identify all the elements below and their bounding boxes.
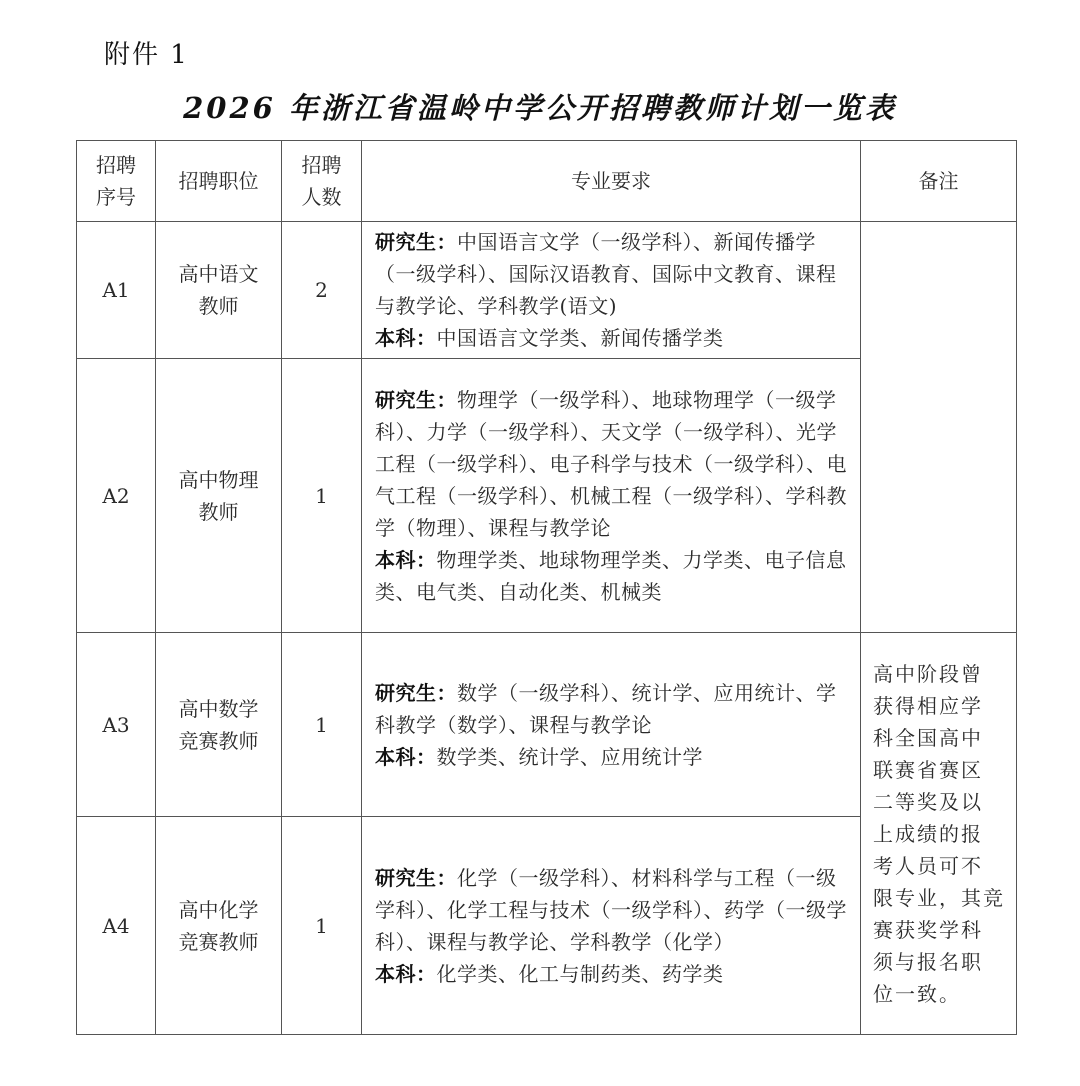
graduate-requirement: 研究生：数学（一级学科）、统计学、应用统计、学科教学（数学）、课程与教学论: [375, 680, 837, 737]
cell-major: [362, 359, 861, 633]
document-title: 2026 年浙江省温岭中学公开招聘教师计划一览表: [183, 91, 897, 125]
header-count: 招聘 人数: [282, 141, 362, 222]
graduate-requirement: 研究生：化学（一级学科）、材料科学与工程（一级学科）、化学工程与技术（一级学科）、药学（一级学科）、课程与教学论、学科教学（化学）: [375, 865, 847, 954]
cell-major: [362, 817, 861, 1035]
cell-seq: A1: [77, 222, 156, 359]
undergraduate-requirement: 本科：物理学类、地球物理学类、力学类、电子信息类、电气类、自动化类、机械类: [375, 547, 847, 604]
header-remark: 备注: [861, 141, 1017, 222]
header-position: 招聘职位: [156, 141, 282, 222]
cell-position: 高中语文 教师: [156, 222, 282, 359]
cell-remark-a1-a2: [861, 222, 1017, 633]
attachment-label: 附件 1: [104, 40, 189, 70]
cell-position: 高中数学 竞赛教师: [156, 633, 282, 817]
undergraduate-requirement: 本科：中国语言文学类、新闻传播学类: [375, 326, 724, 350]
header-major: 专业要求: [362, 141, 861, 222]
table-row: [77, 222, 1017, 359]
cell-major: [362, 222, 861, 359]
header-seq: 招聘 序号: [77, 141, 156, 222]
recruitment-plan-table: [76, 140, 1017, 1035]
cell-count: 1: [282, 359, 362, 633]
cell-count: 1: [282, 633, 362, 817]
undergraduate-requirement: 本科：化学类、化工与制药类、药学类: [375, 961, 724, 986]
cell-major: [362, 633, 861, 817]
graduate-requirement: 研究生：中国语言文学（一级学科）、新闻传播学（一级学科）、国际汉语教育、国际中文教育、课程与教学论、学科教学(语文): [375, 230, 837, 318]
graduate-requirement: 研究生：物理学（一级学科）、地球物理学（一级学科）、力学（一级学科）、天文学（一级学科）、光学工程（一级学科）、电子科学与技术（一级学科）、电气工程（一级学科）、机械工程（一级学科）、学科教学（物理）、课程与教学论: [375, 387, 847, 540]
cell-seq: A2: [77, 359, 156, 633]
cell-count: 1: [282, 817, 362, 1035]
cell-seq: A3: [77, 633, 156, 817]
cell-remark-a3-a4: 高中阶段曾 获得相应学 科全国高中 联赛省赛区 二等奖及以 上成绩的报 考人员可不 限专业，其竞 赛获奖学科 须与报名职 位一致。: [861, 633, 1017, 1035]
cell-position: 高中化学 竞赛教师: [156, 817, 282, 1035]
undergraduate-requirement: 本科：数学类、统计学、应用统计学: [375, 744, 703, 769]
table-row: [77, 633, 1017, 817]
cell-position: 高中物理 教师: [156, 359, 282, 633]
cell-seq: A4: [77, 817, 156, 1035]
cell-count: 2: [282, 222, 362, 359]
table-header-row: [77, 141, 1017, 222]
